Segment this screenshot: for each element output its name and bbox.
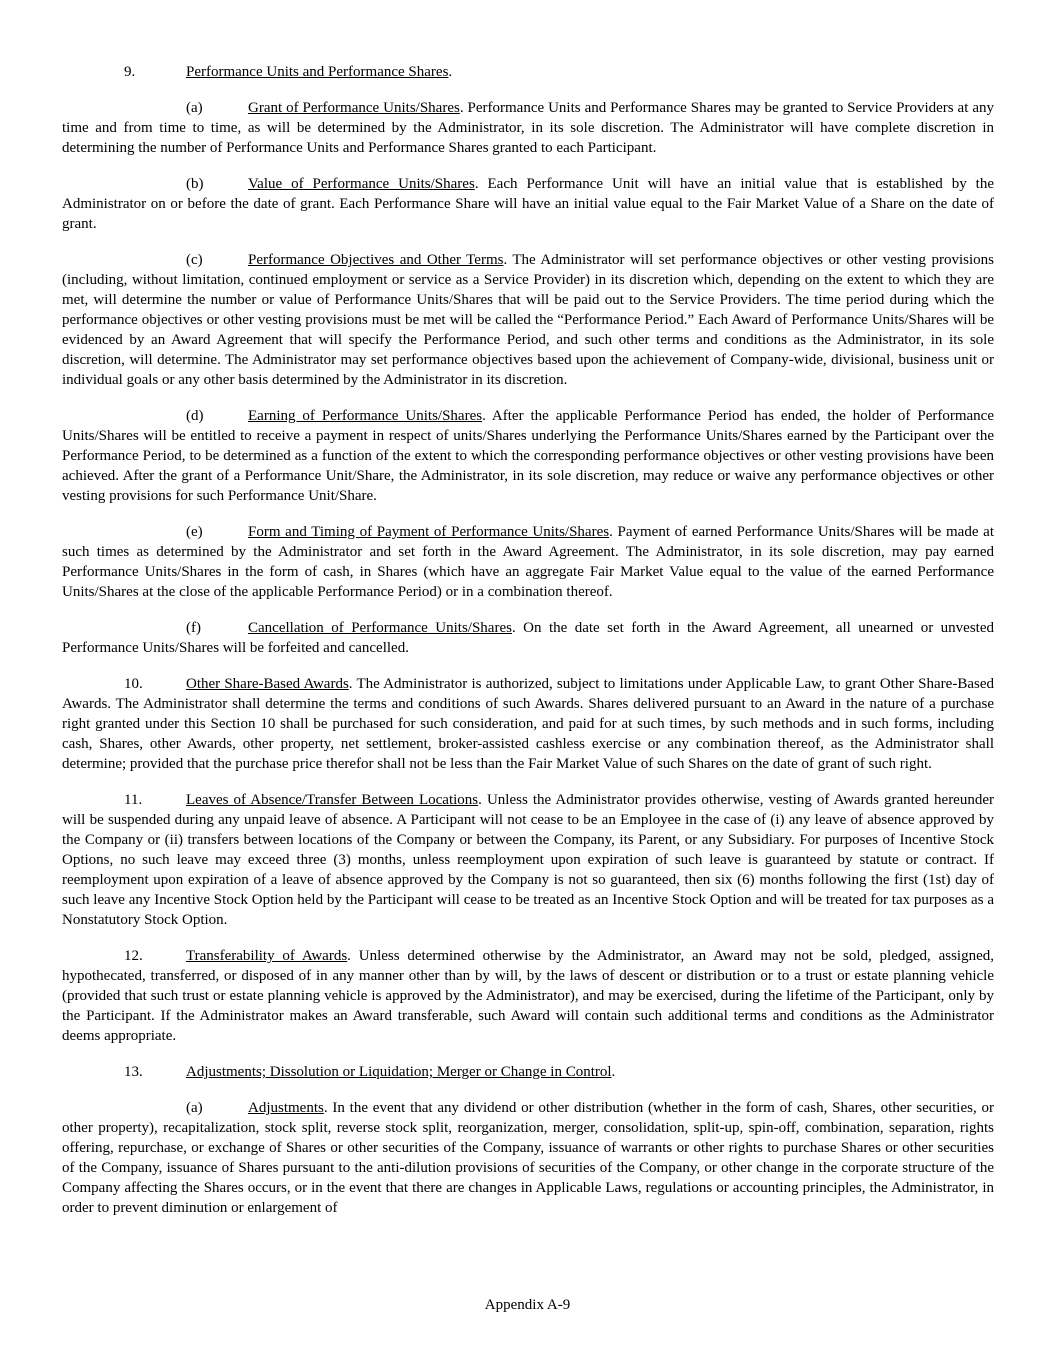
section-title: Other Share-Based Awards — [186, 676, 349, 692]
subsection-number: (e) — [186, 524, 203, 540]
subsection-title: Performance Objectives and Other Terms — [248, 252, 504, 268]
page-footer: Appendix A-9 — [484, 1297, 571, 1313]
subsection-text: . Payment of earned Performance Units/Shares will be made at such times as determined by the Administrator and set forth in the Award Agreement. The Administrator, in its sole discretion, may pay earned Performance Units/Shares in the form of cash, in Shares (which have an aggregate Fair Market Value equal to the value of the earned Performance Units/Shares at the close of the applicable Performance Period) or in a combination thereof. — [62, 524, 994, 600]
section-9a — [62, 98, 994, 158]
subsection-title: Earning of Performance Units/Shares — [248, 408, 483, 424]
section-9d — [62, 406, 994, 506]
section-9: 9. Performance Units and Performance Shares. — [62, 62, 994, 82]
section-11 — [62, 790, 994, 930]
section-title: Leaves of Absence/Transfer Between Locations — [186, 792, 479, 808]
section-number: 9. — [124, 64, 136, 80]
section-10 — [62, 674, 994, 774]
section-13a — [62, 1098, 994, 1218]
subsection-number: (f) — [186, 620, 201, 636]
section-9e — [62, 522, 994, 602]
subsection-number: (d) — [186, 408, 204, 424]
subsection-number: (b) — [186, 176, 204, 192]
section-9c — [62, 250, 994, 390]
subsection-text: . In the event that any dividend or other distribution (whether in the form of cash, Shares, other securities, or other property), recapitalization, stock split, reverse stock split, reorganization, merger, consolidation, split-up, spin-off, combination, separation, rights offering, repurchase, or exchange of Shares or other securities of the Company, issuance of warrants or other rights to purchase Shares or other securities of the Company, issuance of Shares pursuant to the anti-dilution provisions of securities of the Company, or other change in the corporate structure of the Company affecting the Shares occurs, or in the event that there are changes in Applicable Laws, regulations or accounting principles, the Administrator, in order to prevent diminution or enlargement of — [62, 1100, 994, 1216]
section-number: 12. — [124, 948, 143, 964]
section-13: 13. Adjustments; Dissolution or Liquidation; Merger or Change in Control. — [62, 1062, 994, 1082]
section-title: Performance Units and Performance Shares — [186, 64, 449, 80]
subsection-number: (a) — [186, 1100, 203, 1116]
subsection-text: . Performance Units and Performance Shares may be granted to Service Providers at any time and from time to time, as will be determined by the Administrator, in its sole discretion. The Administrator will have complete discretion in determining the number of Performance Units and Performance Shares granted to each Participant. — [62, 100, 994, 156]
section-text: . Unless determined otherwise by the Administrator, an Award may not be sold, pledged, assigned, hypothecated, transferred, or disposed of in any manner other than by will, by the laws of descent or distribution or to a trust or estate planning vehicle (provided that such trust or estate planning vehicle is approved by the Administrator), and may be exercised, during the lifetime of the Participant, only by the Participant. If the Administrator makes an Award transferable, such Award will contain such additional terms and conditions as the Administrator deems appropriate. — [62, 948, 994, 1044]
section-title: Transferability of Awards — [186, 948, 348, 964]
subsection-text: . On the date set forth in the Award Agreement, all unearned or unvested Performance Units/Shares will be forfeited and cancelled. — [62, 620, 994, 656]
subsection-number: (a) — [186, 100, 203, 116]
section-9f — [62, 618, 994, 658]
subsection-text: . The Administrator will set performance objectives or other vesting provisions (including, without limitation, continued employment or service as a Service Provider) in its discretion which, depending on the extent to which they are met, will determine the number or value of Performance Units/Shares that will be paid out to the Service Providers. The time period during which the performance objectives or other vesting provisions must be met will be called the “Performance Period.” Each Award of Performance Units/Shares will be evidenced by an Award Agreement that will specify the Performance Period, and such other terms and conditions as the Administrator, in its sole discretion, will determine. The Administrator may set performance objectives based upon the achievement of Company-wide, divisional, business unit or individual goals or any other basis determined by the Administrator in its discretion. — [62, 252, 994, 388]
section-number: 13. — [124, 1064, 143, 1080]
subsection-title: Grant of Performance Units/Shares — [248, 100, 460, 116]
subsection-text: . After the applicable Performance Period has ended, the holder of Performance Units/Shares will be entitled to receive a payment in respect of units/Shares underlying the Performance Units/Shares earned by the Participant over the Performance Period, to be determined as a function of the extent to which the corresponding performance objectives or other vesting provisions have been achieved. After the grant of a Performance Unit/Share, the Administrator, in its sole discretion, may reduce or waive any performance objectives or other vesting provisions for such Performance Unit/Share. — [62, 408, 994, 504]
section-text: . The Administrator is authorized, subject to limitations under Applicable Law, to grant Other Share-Based Awards. The Administrator shall determine the terms and conditions of such Awards. Shares delivered pursuant to an Award in the nature of a purchase right granted under this Section 10 shall be purchased for such consideration, and paid for at such times, by such methods and in such forms, including cash, Shares, other Awards, other property, net settlement, broker-assisted cashless exercise or any combination thereof, as the Administrator shall determine; provided that the purchase price therefor shall not be less than the Fair Market Value of such Shares on the date of grant of such right. — [62, 676, 994, 772]
subsection-title: Adjustments — [248, 1100, 324, 1116]
subsection-title: Form and Timing of Payment of Performance Units/Shares — [248, 524, 610, 540]
subsection-title: Cancellation of Performance Units/Shares — [248, 620, 512, 636]
section-title: Adjustments; Dissolution or Liquidation; Merger or Change in Control — [186, 1064, 612, 1080]
subsection-number: (c) — [186, 252, 203, 268]
section-number: 10. — [124, 676, 143, 692]
section-12 — [62, 946, 994, 1046]
section-9b — [62, 174, 994, 234]
section-text: . Unless the Administrator provides otherwise, vesting of Awards granted hereunder will be suspended during any unpaid leave of absence. A Participant will not cease to be an Employee in the case of (i) any leave of absence approved by the Company or (ii) transfers between locations of the Company or between the Company, its Parent, or any Subsidiary. For purposes of Incentive Stock Options, no such leave may exceed three (3) months, unless reemployment upon expiration of such leave is guaranteed by statute or contract. If reemployment upon expiration of a leave of absence approved by the Company is not so guaranteed, then six (6) months following the first (1st) day of such leave any Incentive Stock Option held by the Participant will cease to be treated as an Incentive Stock Option and will be treated for tax purposes as a Nonstatutory Stock Option. — [62, 792, 994, 928]
section-number: 11. — [124, 792, 143, 808]
subsection-title: Value of Performance Units/Shares — [248, 176, 475, 192]
document-page — [62, 62, 994, 1234]
subsection-text: . Each Performance Unit will have an initial value that is established by the Administrator on or before the date of grant. Each Performance Share will have an initial value equal to the Fair Market Value of a Share on the date of grant. — [62, 176, 995, 232]
